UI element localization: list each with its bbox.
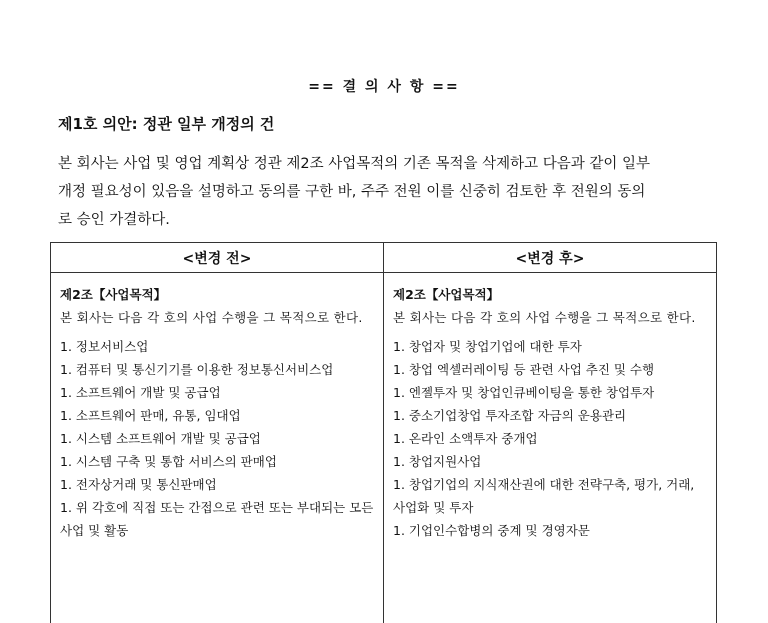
list-item: 1. 온라인 소액투자 중개업 — [393, 427, 708, 450]
list-item: 1. 위 각호에 직접 또는 간접으로 관련 또는 부대되는 모든 사업 및 활동 — [60, 496, 375, 542]
after-items-list — [393, 335, 708, 542]
list-item: 1. 소프트웨어 개발 및 공급업 — [60, 381, 375, 404]
before-header: <변경 전> — [51, 243, 384, 273]
agenda-heading: 제1호 의안: 정관 일부 개정의 건 — [58, 113, 274, 134]
before-cell — [51, 273, 384, 623]
document-title: == 결 의 사 항 == — [0, 76, 768, 96]
list-item: 1. 창업 엑셀러레이팅 등 관련 사업 추진 및 수행 — [393, 358, 708, 381]
list-item: 1. 엔젤투자 및 창업인큐베이팅을 통한 창업투자 — [393, 381, 708, 404]
intro-paragraph — [58, 150, 720, 234]
list-item: 1. 창업기업의 지식재산권에 대한 전략구축, 평가, 거래, 사업화 및 투자 — [393, 473, 708, 519]
list-item: 1. 컴퓨터 및 통신기기를 이용한 정보통신서비스업 — [60, 358, 375, 381]
intro-line: 본 회사는 사업 및 영업 계획상 정관 제2조 사업목적의 기존 목적을 삭제하고 다음과 같이 일부 — [58, 150, 720, 178]
table-header-row — [51, 243, 717, 273]
before-article-title: 제2조【사업목적】 — [60, 283, 375, 306]
list-item: 1. 창업지원사업 — [393, 450, 708, 473]
list-item: 1. 시스템 소프트웨어 개발 및 공급업 — [60, 427, 375, 450]
after-description: 본 회사는 다음 각 호의 사업 수행을 그 목적으로 한다. — [393, 306, 708, 329]
intro-line: 로 승인 가결하다. — [58, 206, 720, 234]
after-cell — [384, 273, 717, 623]
list-item: 1. 기업인수합병의 중계 및 경영자문 — [393, 519, 708, 542]
after-article-title: 제2조【사업목적】 — [393, 283, 708, 306]
list-item: 1. 정보서비스업 — [60, 335, 375, 358]
comparison-table — [50, 242, 717, 623]
before-description: 본 회사는 다음 각 호의 사업 수행을 그 목적으로 한다. — [60, 306, 375, 329]
before-items-list — [60, 335, 375, 542]
list-item: 1. 창업자 및 창업기업에 대한 투자 — [393, 335, 708, 358]
after-header: <변경 후> — [384, 243, 717, 273]
list-item: 1. 중소기업창업 투자조합 자금의 운용관리 — [393, 404, 708, 427]
list-item: 1. 전자상거래 및 통신판매업 — [60, 473, 375, 496]
list-item: 1. 시스템 구축 및 통합 서비스의 판매업 — [60, 450, 375, 473]
table-body-row — [51, 273, 717, 623]
intro-line: 개정 필요성이 있음을 설명하고 동의를 구한 바, 주주 전원 이를 신중히 검토한 후 전원의 동의 — [58, 178, 720, 206]
list-item: 1. 소프트웨어 판매, 유통, 임대업 — [60, 404, 375, 427]
